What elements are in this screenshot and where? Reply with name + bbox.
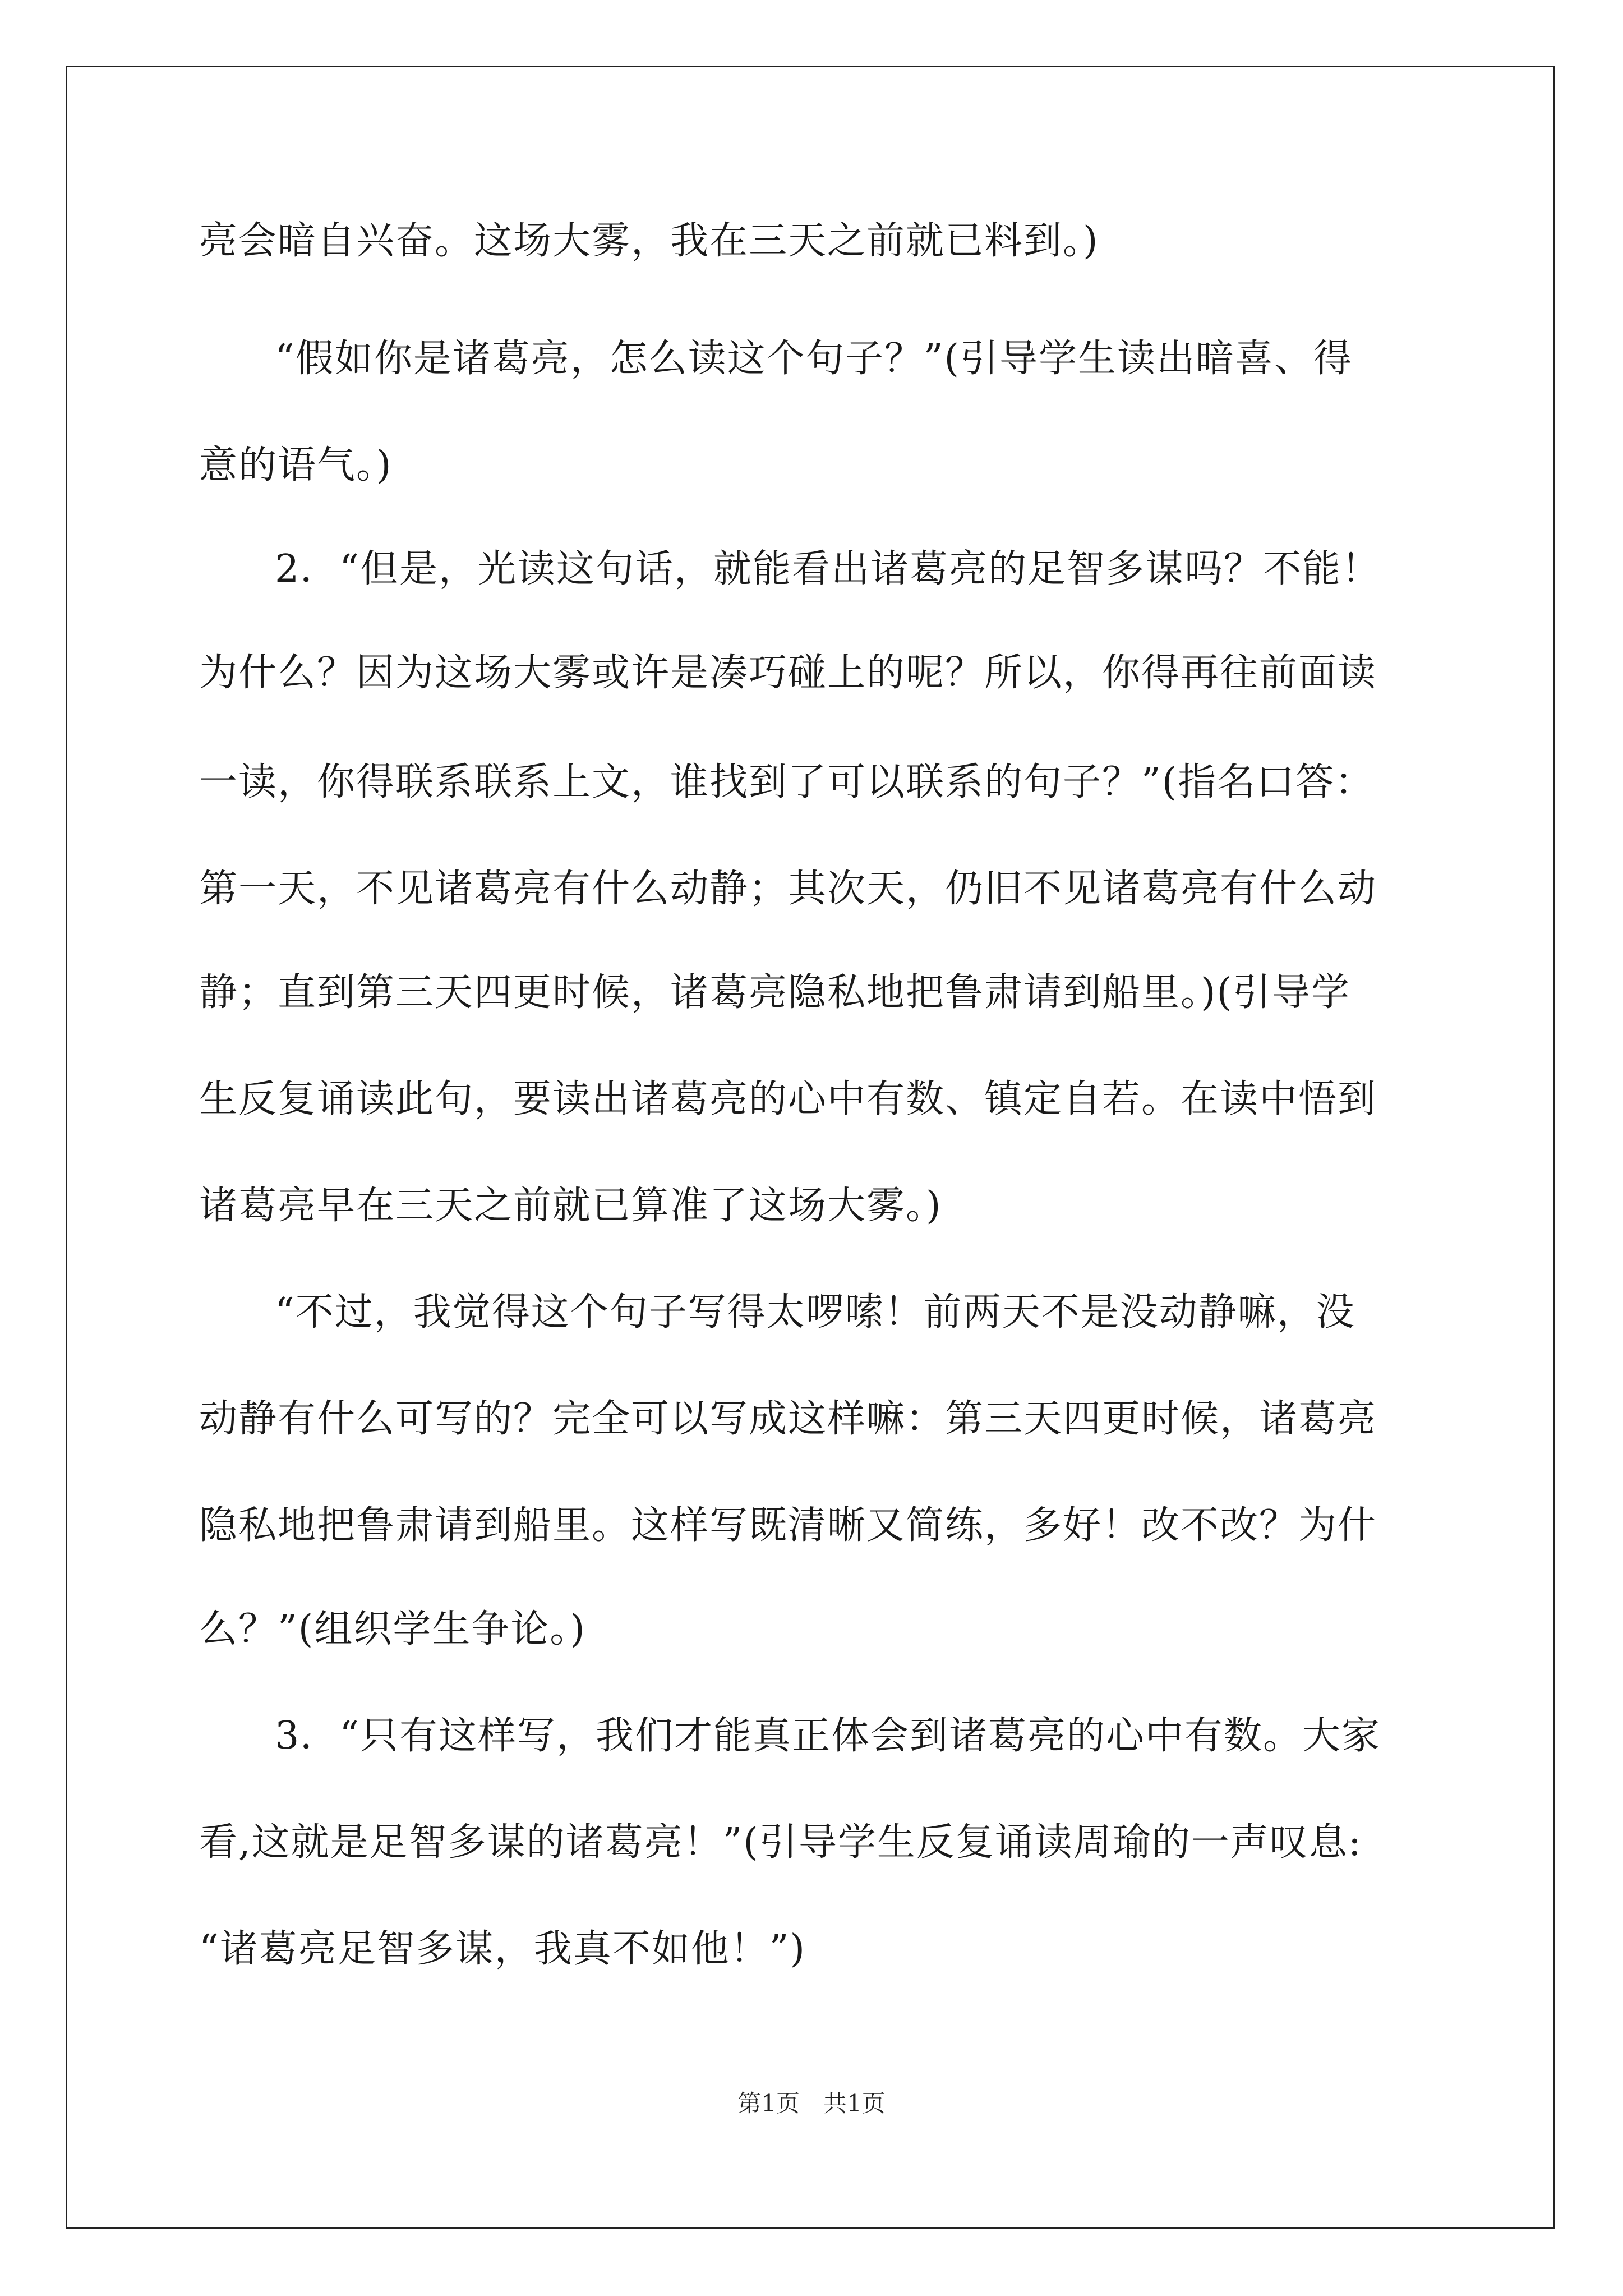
text-line-13: 隐私地把鲁肃请到船里。这样写既清晰又简练，多好！改不改？为什 [199, 1503, 1377, 1548]
text-line-11: “不过，我觉得这个句子写得太啰嗦！前两天不是没动静嘛，没 [275, 1290, 1355, 1335]
text-line-9: 生反复诵读此句，要读出诸葛亮的心中有数、镇定自若。在读中悟到 [199, 1077, 1377, 1121]
text-line-16: 看,这就是足智多谋的诸葛亮！”(引导学生反复诵读周瑜的一声叹息: [199, 1820, 1362, 1865]
text-line-10: 诸葛亮早在三天之前就已算准了这场大雾。) [199, 1184, 942, 1228]
text-line-14: 么？”(组织学生争论。) [199, 1607, 586, 1651]
text-line-5: 为什么？因为这场大雾或许是凑巧碰上的呢？所以，你得再往前面读 [199, 651, 1377, 695]
text-line-12: 动静有什么可写的？完全可以写成这样嘛：第三天四更时候，诸葛亮 [199, 1397, 1377, 1441]
text-line-15: 3．“只有这样写，我们才能真正体会到诸葛亮的心中有数。大家 [275, 1714, 1381, 1758]
page-footer: 第1页 共1页 [737, 2090, 886, 2117]
text-line-8: 静；直到第三天四更时候，诸葛亮隐私地把鲁肃请到船里。)(引导学 [199, 970, 1351, 1015]
text-line-17: “诸葛亮足智多谋，我真不如他！”) [199, 1927, 806, 1971]
text-line-2: “假如你是诸葛亮，怎么读这个句子？”(引导学生读出暗喜、得 [275, 337, 1353, 381]
text-line-1: 亮会暗自兴奋。这场大雾，我在三天之前就已料到。) [199, 219, 1099, 263]
page-border [66, 66, 1555, 2229]
text-line-4: 2．“但是，光读这句话，就能看出诸葛亮的足智多谋吗？不能！ [275, 547, 1381, 591]
text-line-3: 意的语气。) [199, 443, 393, 487]
text-line-7: 第一天，不见诸葛亮有什么动静；其次天，仍旧不见诸葛亮有什么动 [199, 867, 1377, 911]
text-line-6: 一读，你得联系联系上文，谁找到了可以联系的句子？”(指名口答： [199, 760, 1375, 804]
